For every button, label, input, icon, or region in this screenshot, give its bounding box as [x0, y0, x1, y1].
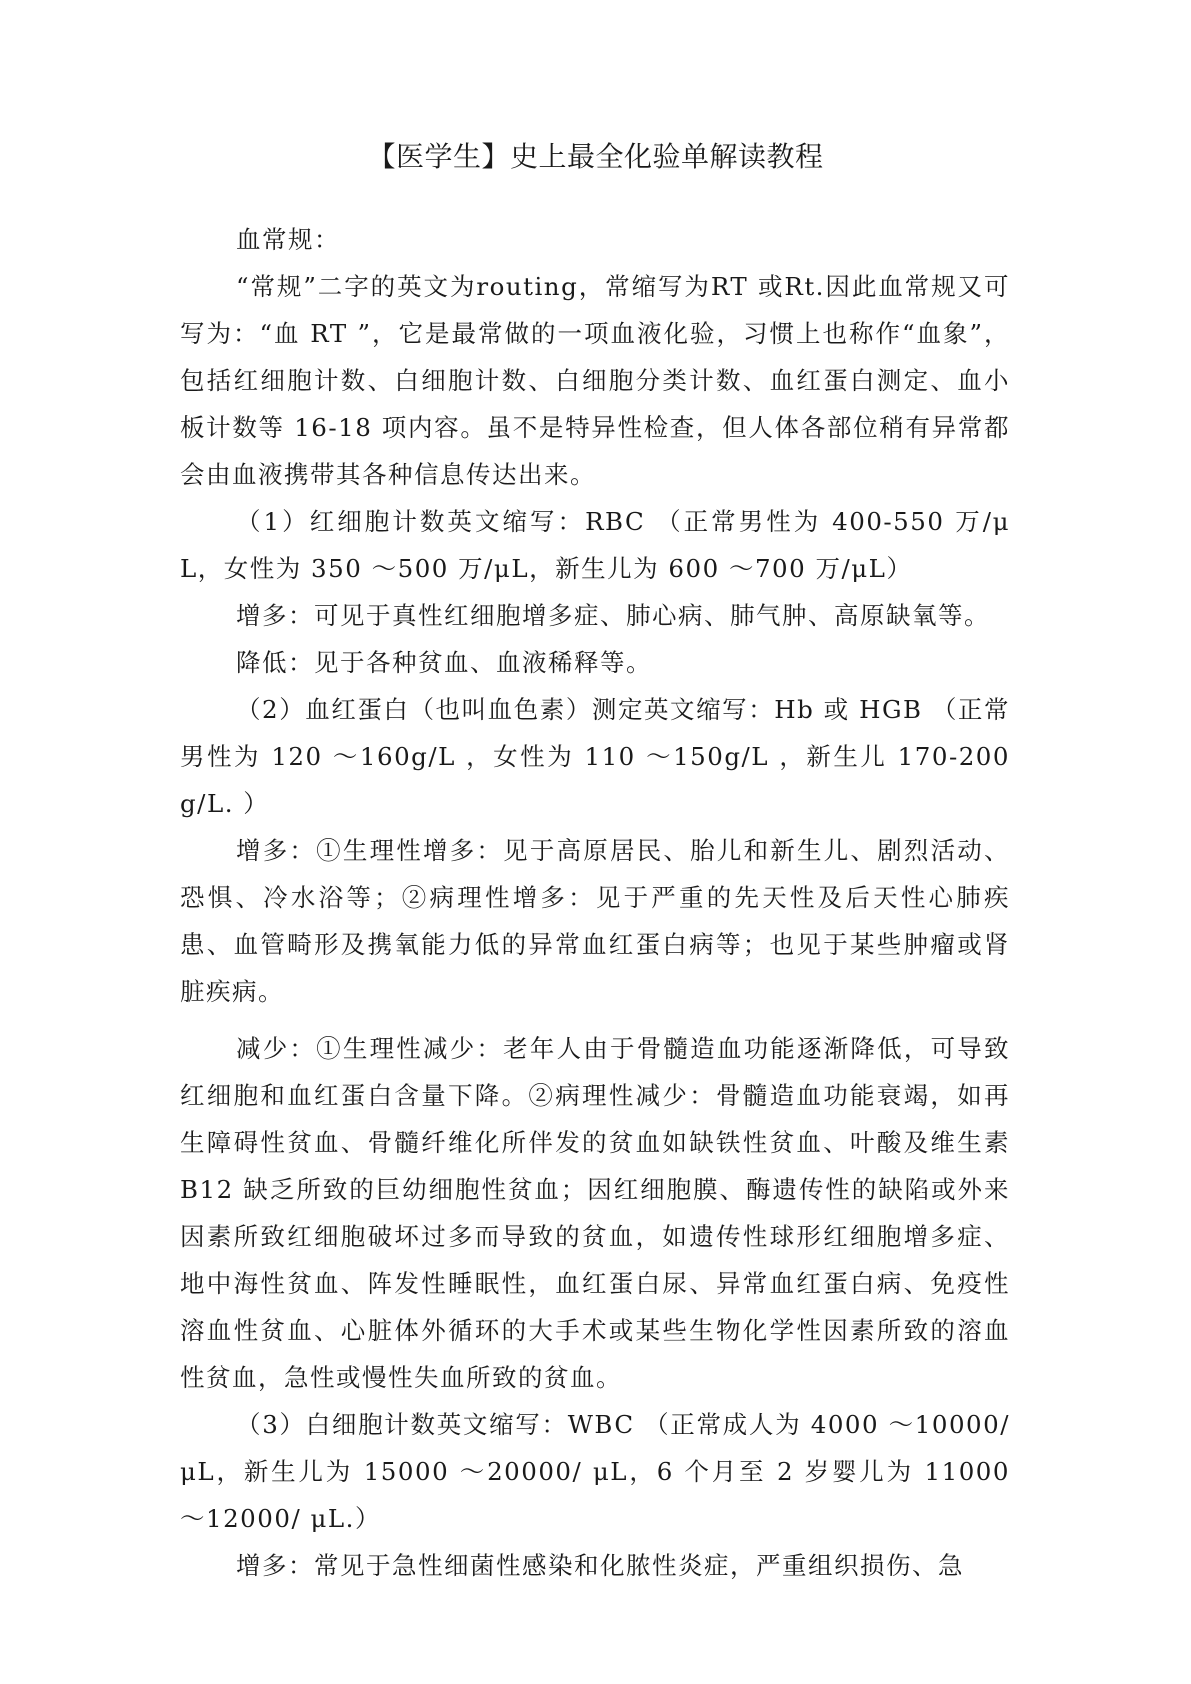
paragraph-rbc-decrease: 降低：见于各种贫血、血液稀释等。	[236, 648, 652, 677]
paragraph-intro: “常规”二字的英文为routing，常缩写为RT 或Rt.因此血常规又可写为：“血 RT ”，它是最常做的一项血液化验，习惯上也称作“血象”，包括红细胞计数、白细胞计数、白细胞分类计数、血红蛋白测定、血小板计数等 16-18 项内容。虽不是特异性检查，但人体各部位稍有异常都会由血液携带其各种信息传达出来。	[180, 272, 1010, 489]
document-body	[180, 216, 1010, 1589]
paragraph-rbc: （1）红细胞计数英文缩写：RBC （正常男性为 400-550 万/μL，女性为 350 ～500 万/μL，新生儿为 600 ～700 万/μL）	[180, 507, 1010, 583]
paragraph-hgb: （2）血红蛋白（也叫血色素）测定英文缩写：Hb 或 HGB （正常男性为 120 ～160g/L ，女性为 110 ～150g/L ，新生儿 170-200g/L. ）	[180, 695, 1010, 818]
section-heading-blood-routine: 血常规：	[236, 225, 340, 254]
document-title: 【医学生】史上最全化验单解读教程	[367, 140, 824, 173]
paragraph-rbc-increase: 增多：可见于真性红细胞增多症、肺心病、肺气肿、高原缺氧等。	[236, 601, 990, 630]
paragraph-hgb-decrease: 减少：①生理性减少：老年人由于骨髓造血功能逐渐降低，可导致红细胞和血红蛋白含量下降。②病理性减少：骨髓造血功能衰竭，如再生障碍性贫血、骨髓纤维化所伴发的贫血如缺铁性贫血、叶酸及维生素 B12 缺乏所致的巨幼细胞性贫血；因红细胞膜、酶遗传性的缺陷或外来因素所致红细胞破坏过多而导致的贫血，如遗传性球形红细胞增多症、地中海性贫血、阵发性睡眠性，血红蛋白尿、异常血红蛋白病、免疫性溶血性贫血、心脏体外循环的大手术或某些生物化学性因素所致的溶血性贫血，急性或慢性失血所致的贫血。	[180, 1034, 1010, 1392]
paragraph-wbc: （3）白细胞计数英文缩写：WBC （正常成人为 4000 ～10000/ μL，新生儿为 15000 ～20000/ μL，6 个月至 2 岁婴儿为 11000 ～12000/ μL.）	[180, 1410, 1010, 1533]
paragraph-wbc-increase: 增多：常见于急性细菌性感染和化脓性炎症，严重组织损伤、急	[236, 1551, 964, 1580]
paragraph-hgb-increase: 增多：①生理性增多：见于高原居民、胎儿和新生儿、剧烈活动、恐惧、冷水浴等；②病理性增多：见于严重的先天性及后天性心肺疾患、血管畸形及携氧能力低的异常血红蛋白病等；也见于某些肿瘤或肾脏疾病。	[180, 836, 1010, 1006]
